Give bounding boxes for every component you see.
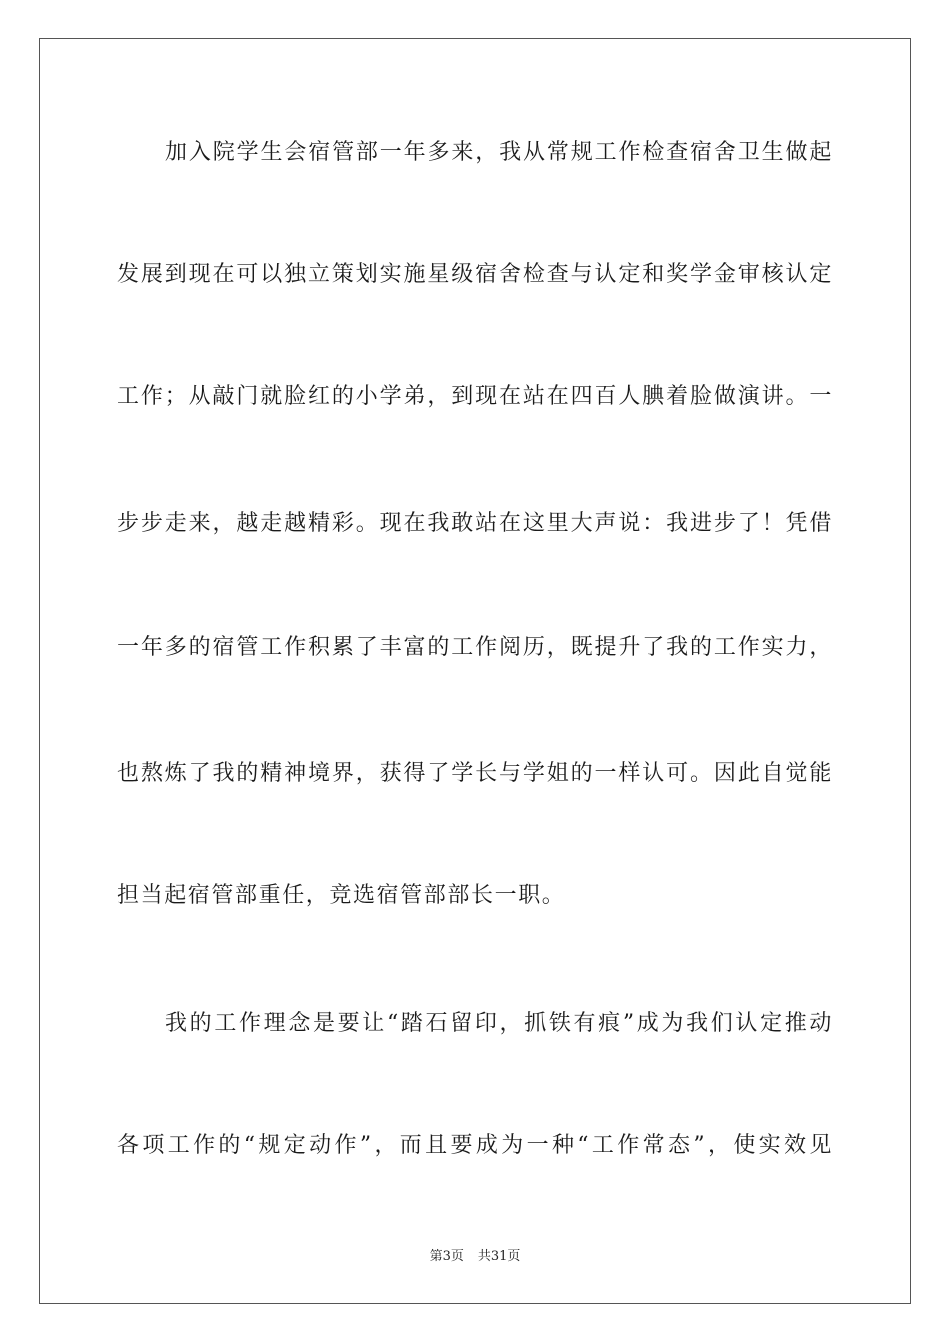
paragraph-1-line-7: 担当起宿管部重任，竞选宿管部部长一职。	[117, 883, 566, 908]
page-footer	[0, 1248, 950, 1266]
paragraph-2-line-1: 我的工作理念是要让“踏石留印，抓铁有痕”成为我们认定推动	[165, 1011, 833, 1036]
page-border	[39, 38, 911, 1304]
paragraph-1-line-4: 步步走来，越走越精彩。现在我敢站在这里大声说：我进步了！凭借	[117, 511, 833, 536]
paragraph-1-line-6: 也熬炼了我的精神境界，获得了学长与学姐的一样认可。因此自觉能	[117, 761, 833, 786]
paragraph-1-line-1: 加入院学生会宿管部一年多来，我从常规工作检查宿舍卫生做起	[165, 140, 833, 165]
paragraph-2-line-2: 各项工作的“规定动作”，而且要成为一种“工作常态”，使实效见	[117, 1133, 833, 1158]
page-total: 共31页	[477, 1249, 521, 1264]
page-number: 第3页	[429, 1249, 464, 1264]
paragraph-1-line-2: 发展到现在可以独立策划实施星级宿舍检查与认定和奖学金审核认定	[117, 262, 833, 287]
paragraph-1-line-5: 一年多的宿管工作积累了丰富的工作阅历，既提升了我的工作实力，	[117, 635, 833, 660]
paragraph-1-line-3: 工作；从敲门就脸红的小学弟，到现在站在四百人腆着脸做演讲。一	[117, 384, 833, 409]
